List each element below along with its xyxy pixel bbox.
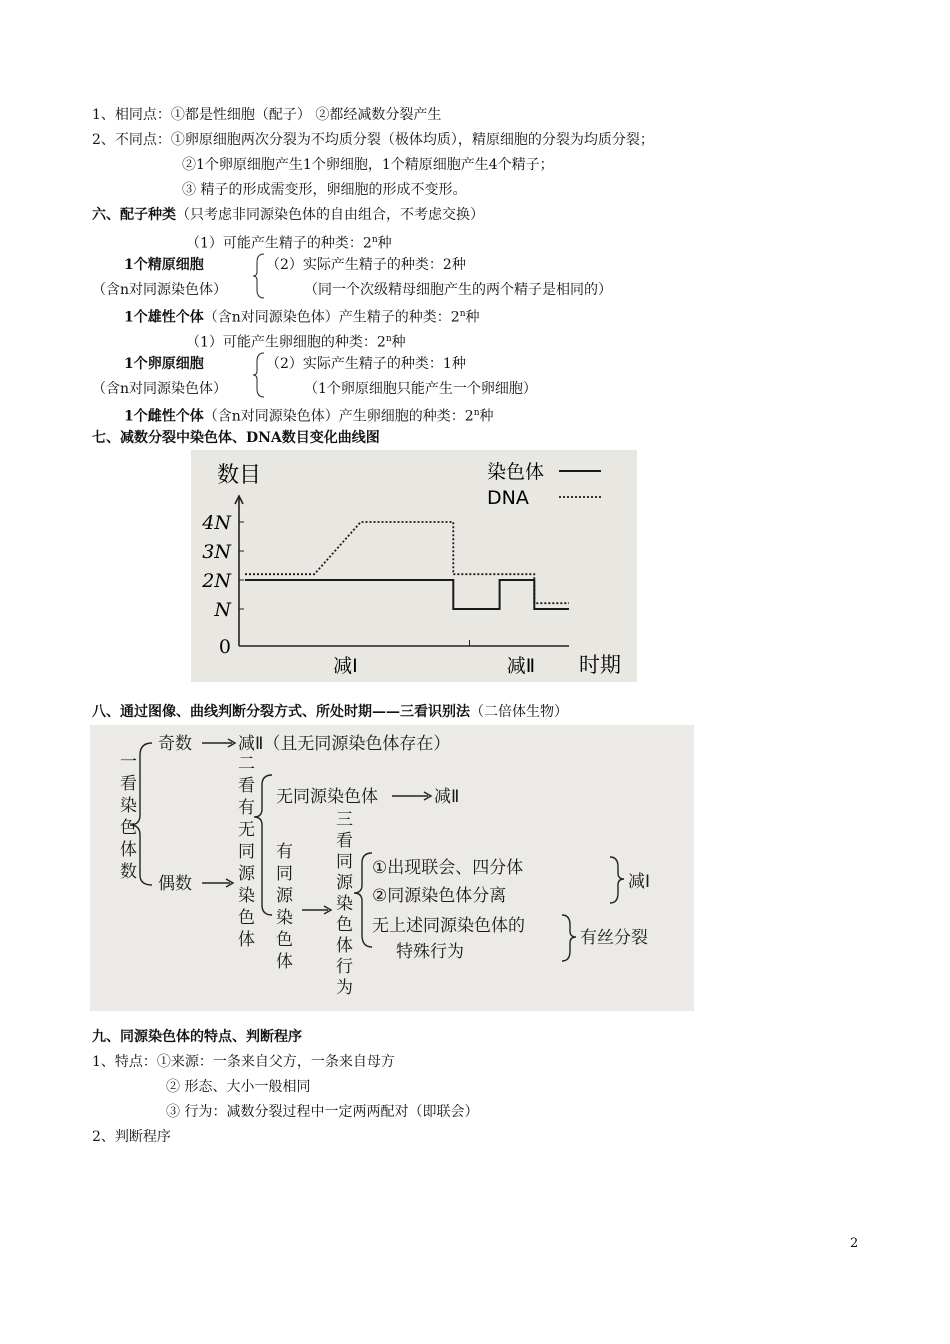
y-tick-label: 0 xyxy=(218,636,231,658)
y-axis-label: 数目 xyxy=(217,463,262,488)
step3-brace-icon xyxy=(354,853,372,947)
feature-origin: 1、特点：①来源：一条来自父方，一条来自母方 xyxy=(92,1054,395,1070)
step2-char: 看 xyxy=(238,776,255,796)
male-individual: 1个雄性个体（含n对同源染色体）产生精子的种类：2$^n$种 xyxy=(124,309,480,326)
section-8-heading: 八、通过图像、曲线判断分裂方式、所处时期——三看识别法（二倍体生物） xyxy=(92,704,568,720)
step2-brace-icon xyxy=(254,775,272,915)
even-label: 偶数 xyxy=(158,874,192,894)
sperm-possible: （1）可能产生精子的种类：2$^n$种 xyxy=(186,235,392,252)
sperm-cell-note: （含n对同源染色体） xyxy=(92,282,228,298)
has-homolog-char: 染 xyxy=(276,908,293,928)
x-axis-label: 时期 xyxy=(579,653,621,677)
has-homolog-char: 有 xyxy=(276,842,293,862)
three-look-flowchart xyxy=(90,725,694,1011)
y-tick-label: 2N xyxy=(202,570,231,592)
judgment-procedure: 2、判断程序 xyxy=(92,1129,171,1145)
behavior-separation: ②同源染色体分离 xyxy=(372,886,507,906)
step3-char: 为 xyxy=(336,978,353,998)
y-tick-label: 3N xyxy=(202,541,231,563)
x-tick-label: 减Ⅱ xyxy=(506,655,536,677)
step3-char: 源 xyxy=(336,873,353,893)
step1-vertical-text xyxy=(120,752,137,882)
step1-char: 一 xyxy=(120,752,137,772)
has-homolog-char: 体 xyxy=(276,952,293,972)
has-homolog-char: 源 xyxy=(276,886,293,906)
has-homolog-char: 色 xyxy=(276,930,293,950)
meiosis1-brace-icon xyxy=(610,857,624,903)
meiosis-curve-chart xyxy=(191,450,637,682)
step3-char: 体 xyxy=(336,936,353,956)
egg-cell-label: 1个卵原细胞 xyxy=(124,356,204,372)
section-9-heading: 九、同源染色体的特点、判断程序 xyxy=(92,1029,302,1045)
behavior-none-line2: 特殊行为 xyxy=(396,942,464,962)
line-diff-3: ③ 精子的形成需变形，卵细胞的形成不变形。 xyxy=(182,182,467,198)
step3-char: 染 xyxy=(336,894,353,914)
section-6-heading: 六、配子种类（只考虑非同源染色体的自由组合，不考虑交换） xyxy=(92,207,484,223)
step3-char: 行 xyxy=(336,957,353,977)
sperm-actual: （2）实际产生精子的种类：2种 xyxy=(266,257,466,273)
odd-result: 减Ⅱ（且无同源染色体存在） xyxy=(238,734,451,754)
step3-char: 同 xyxy=(336,852,353,872)
sperm-brace-icon xyxy=(252,252,266,300)
no-homolog-label: 无同源染色体 xyxy=(276,787,378,807)
mitosis-brace-icon xyxy=(562,915,576,961)
egg-actual: （2）实际产生精子的种类：1种 xyxy=(266,356,466,372)
egg-cell-note: （含n对同源染色体） xyxy=(92,381,228,397)
meiosis1-result: 减Ⅰ xyxy=(628,872,651,892)
behavior-synapsis: ①出现联会、四分体 xyxy=(372,858,524,878)
line-diff-points: 2、不同点：①卵原细胞两次分裂为不均质分裂（极体均质），精原细胞的分裂为均质分裂； xyxy=(92,132,654,148)
step2-char: 源 xyxy=(238,864,255,884)
page-number: 2 xyxy=(850,1236,859,1251)
step2-char: 染 xyxy=(238,886,255,906)
section-7-heading: 七、减数分裂中染色体、DNA数目变化曲线图 xyxy=(92,430,380,446)
series-line-DNA xyxy=(245,522,569,603)
step1-char: 数 xyxy=(120,862,137,882)
step2-char: 有 xyxy=(238,798,255,818)
step2-char: 色 xyxy=(238,908,255,928)
egg-actual-note: （1个卵原细胞只能产生一个卵细胞） xyxy=(304,381,537,397)
line-same-points: 1、相同点：①都是性细胞（配子） ②都经减数分裂产生 xyxy=(92,107,442,123)
step1-char: 体 xyxy=(120,840,137,860)
egg-possible: （1）可能产生卵细胞的种类：2$^n$种 xyxy=(186,334,406,351)
sperm-cell-label: 1个精原细胞 xyxy=(124,257,204,273)
step2-char: 同 xyxy=(238,842,255,862)
mitosis-result: 有丝分裂 xyxy=(580,928,648,948)
odd-label: 奇数 xyxy=(158,734,192,754)
step2-vertical-text xyxy=(238,754,256,950)
feature-behavior: ③ 行为：减数分裂过程中一定两两配对（即联会） xyxy=(166,1104,479,1120)
meiosis-curve-figure xyxy=(191,450,637,682)
sperm-actual-note: （同一个次级精母细胞产生的两个精子是相同的） xyxy=(304,282,612,298)
legend-label: DNA xyxy=(487,487,529,509)
step2-char: 无 xyxy=(238,820,255,840)
legend-label: 染色体 xyxy=(487,461,545,483)
x-tick-label: 减Ⅰ xyxy=(333,655,358,677)
series-line-染色体 xyxy=(245,580,569,609)
no-homolog-result: 减Ⅱ xyxy=(434,787,460,807)
step1-char: 看 xyxy=(120,774,137,794)
step3-char: 三 xyxy=(336,810,353,830)
step2-char: 体 xyxy=(238,930,255,950)
step1-char: 色 xyxy=(120,818,137,838)
step1-char: 染 xyxy=(120,796,137,816)
line-diff-2: ②1个卵原细胞产生1个卵细胞，1个精原细胞产生4个精子； xyxy=(182,157,554,173)
female-individual: 1个雌性个体（含n对同源染色体）产生卵细胞的种类：2$^n$种 xyxy=(124,408,494,425)
egg-brace-icon xyxy=(252,351,266,399)
behavior-none-line1: 无上述同源染色体的 xyxy=(372,916,525,936)
feature-shape: ② 形态、大小一般相同 xyxy=(166,1079,311,1095)
y-tick-label: 4N xyxy=(202,512,231,534)
has-homolog-char: 同 xyxy=(276,864,293,884)
step3-char: 看 xyxy=(336,831,353,851)
has-homolog-vertical-text xyxy=(276,842,294,972)
step2-char: 二 xyxy=(238,754,255,774)
step3-char: 色 xyxy=(336,915,353,935)
y-tick-label: N xyxy=(214,599,231,621)
step3-vertical-text xyxy=(336,810,354,998)
